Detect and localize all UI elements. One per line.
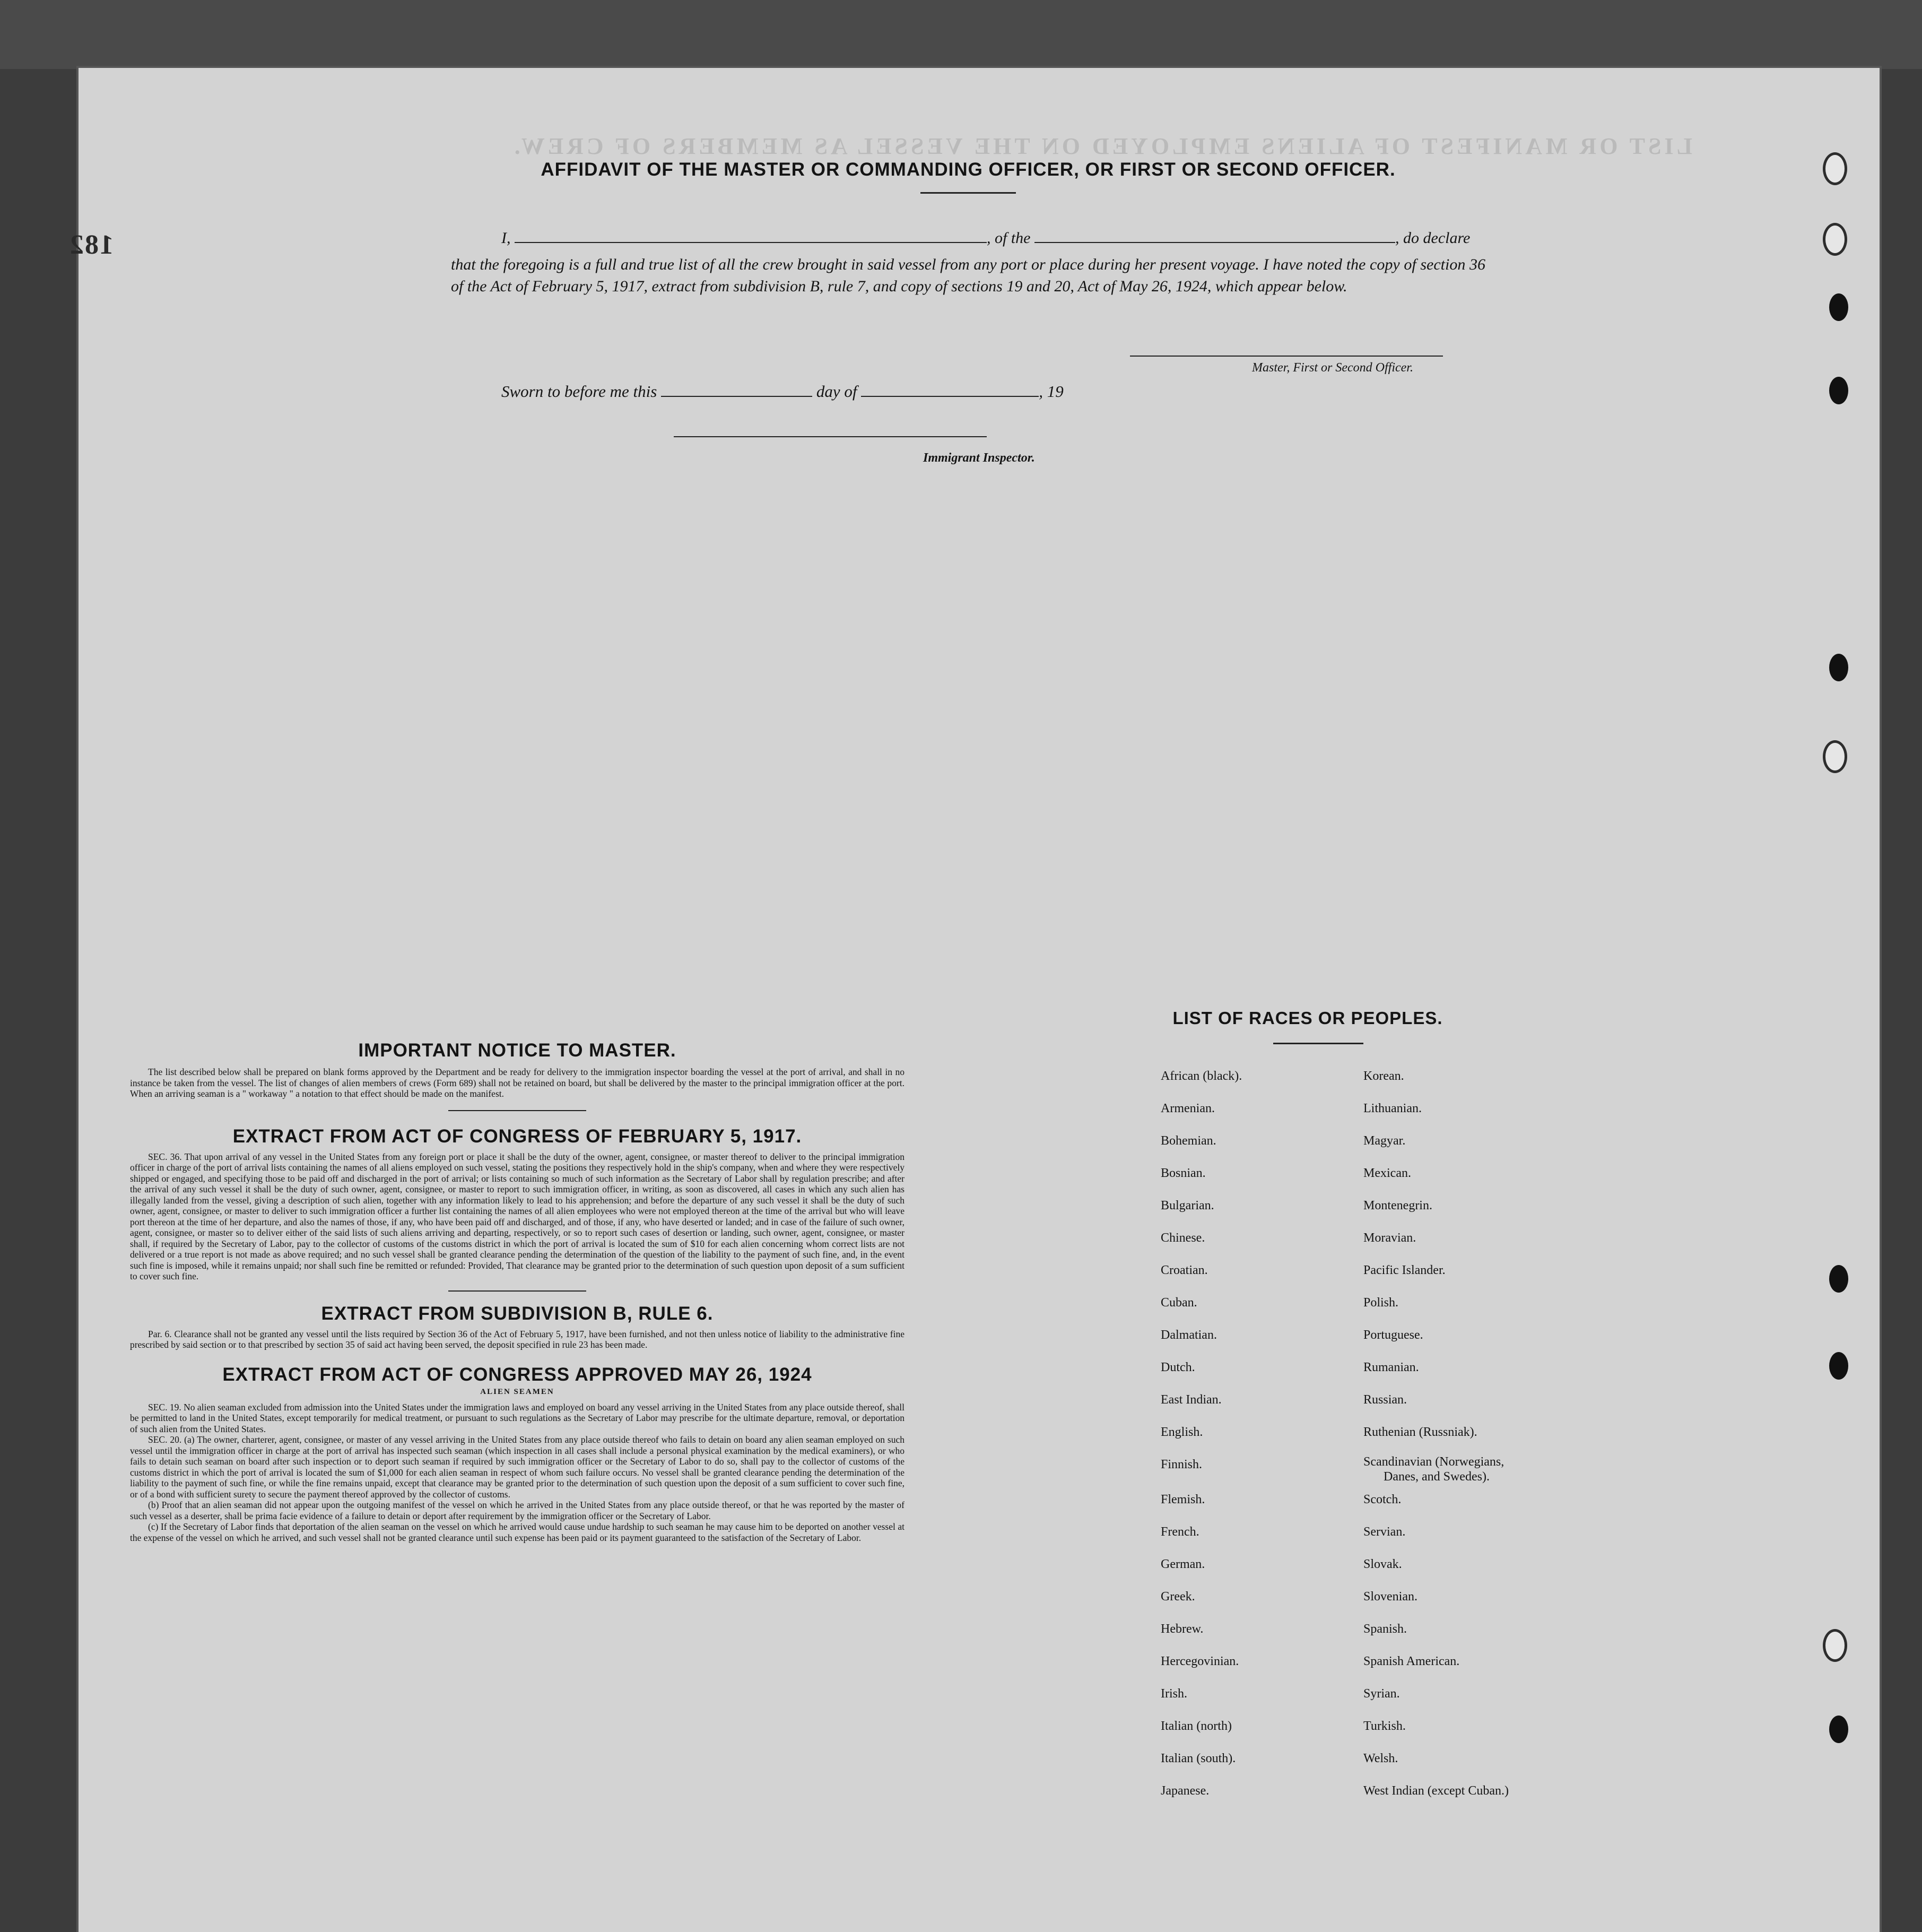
section-divider <box>448 1110 586 1111</box>
affidavit-body: that the foregoing is a full and true list of all the crew brought in said vessel from any port or place during her present voyage. I have noted the copy of section 36 of the Act of February 5, 1917, extract from subdivision B, rule 7, and copy of sections 19 and 20, Act of May 26, 1924, which appear below. <box>451 256 1485 295</box>
race-item: Armenian. <box>1161 1102 1215 1115</box>
race-item: East Indian. <box>1161 1393 1222 1407</box>
race-item: Chinese. <box>1161 1231 1205 1245</box>
race-item: Bosnian. <box>1161 1166 1206 1180</box>
race-item: English. <box>1161 1425 1203 1439</box>
race-item: Magyar. <box>1363 1134 1406 1148</box>
race-item: West Indian (except Cuban.) <box>1363 1784 1509 1798</box>
race-item: Bohemian. <box>1161 1134 1216 1148</box>
race-item: Spanish American. <box>1363 1654 1460 1668</box>
race-item: Hebrew. <box>1161 1622 1204 1636</box>
sworn-prefix: Sworn to before me this <box>501 382 657 401</box>
sworn-day-of-label: day of <box>816 382 857 401</box>
race-item: Slovak. <box>1363 1557 1402 1571</box>
notice-text: The list described below shall be prepared on blank forms approved by the Department and be ready for delivery to the immigration inspector boarding the vessel at the port of arrival, and shall in no instance be taken from the vessel. The list of changes of alien members of crews (Form 689) shall not be retained on board, but shall be delivered by the master to the principal immigration officer at the port. When an arriving seaman is a " workaway " a notation to that effect should be made on the manifest. <box>130 1067 905 1099</box>
officer-signature-label: Master, First or Second Officer. <box>1252 361 1413 375</box>
race-item: Irish. <box>1161 1687 1187 1701</box>
race-item: Scandinavian (Norwegians, <box>1363 1455 1504 1469</box>
document-number: 182 <box>69 230 114 260</box>
race-item: Ruthenian (Russniak). <box>1363 1425 1477 1439</box>
race-item: Syrian. <box>1363 1687 1400 1701</box>
race-item: French. <box>1161 1525 1199 1539</box>
race-item: Flemish. <box>1161 1493 1205 1506</box>
race-item: Slovenian. <box>1363 1590 1417 1604</box>
race-item: Korean. <box>1363 1069 1404 1083</box>
race-item: Italian (north) <box>1161 1719 1232 1733</box>
race-item: Pacific Islander. <box>1363 1263 1446 1277</box>
sworn-month-field[interactable] <box>861 382 1039 397</box>
binder-hole-icon <box>1829 293 1848 321</box>
race-item: Dalmatian. <box>1161 1328 1217 1342</box>
race-item: Croatian. <box>1161 1263 1208 1277</box>
notice-title: IMPORTANT NOTICE TO MASTER. <box>358 1040 676 1061</box>
race-item: Hercegovinian. <box>1161 1654 1239 1668</box>
race-item: Japanese. <box>1161 1784 1210 1798</box>
sworn-day-field[interactable] <box>661 382 812 397</box>
binder-hole-icon <box>1829 1265 1848 1293</box>
inspector-signature-field[interactable] <box>674 436 987 437</box>
binder-hole-icon <box>1823 223 1847 256</box>
binder-hole-icon <box>1823 740 1847 773</box>
sworn-year-label: , 19 <box>1039 382 1064 401</box>
races-title-rule <box>1273 1043 1363 1044</box>
race-item: Mexican. <box>1363 1166 1411 1180</box>
section-divider <box>448 1290 586 1292</box>
race-item: Italian (south). <box>1161 1752 1236 1765</box>
affidavit-do-declare-label: , do declare <box>1395 229 1471 247</box>
race-item: Dutch. <box>1161 1361 1195 1374</box>
races-title: LIST OF RACES OR PEOPLES. <box>1172 1008 1443 1028</box>
race-item: Lithuanian. <box>1363 1102 1422 1115</box>
extract-1924-title: EXTRACT FROM ACT OF CONGRESS APPROVED MAY 26, 1924 <box>222 1364 812 1385</box>
vessel-name-field[interactable] <box>1034 228 1395 243</box>
affidavit-i-label: I, <box>501 229 511 247</box>
race-item: Turkish. <box>1363 1719 1406 1733</box>
race-item: Polish. <box>1363 1296 1399 1310</box>
race-item: Cuban. <box>1161 1296 1197 1310</box>
extract-1924-subtitle: ALIEN SEAMEN <box>480 1387 554 1396</box>
affidavit-of-the-label: , of the <box>987 229 1031 247</box>
extract-1924-sec20a: SEC. 20. (a) The owner, charterer, agent, consignee, or master of any vessel arriving in the United States from any place outside thereof who fails to detain on board any alien seaman employed on such vessel until the immigration officer in charge at the port of arrival has inspected such seaman (which inspection in all cases shall include a personal physical examination by the medical examiners), or who fails to detain such seaman on board after such inspection or to deport such seaman if required by such immigration officer or the Secretary of Labor to do so, shall pay to the collector of customs of the customs district in which the port of arrival is located the sum of $1,000 for each alien seaman in respect of whom such failure occurs. No vessel shall be granted clearance pending the determination of the liability to the payment of such fine, or while the fine remains unpaid, except that clearance may be granted prior to the determination of such question upon the deposit of a sum sufficient to cover such fine, or of a bond with sufficient surety to secure the payment thereof approved by the collector of customs. <box>130 1434 905 1500</box>
race-item: Portuguese. <box>1363 1328 1423 1342</box>
race-item: Welsh. <box>1363 1752 1398 1765</box>
extract-1924-sec20b: (b) Proof that an alien seaman did not appear upon the outgoing manifest of the vessel on which he arrived in the United States from any place outside thereof, or that he was reported by the master of such vessel as a deserter, shall be prima facie evidence of a failure to detain or deport after requirement by the immigration officer or the Secretary of Labor. <box>130 1500 905 1521</box>
affidavit-title: AFFIDAVIT OF THE MASTER OR COMMANDING OFFICER, OR FIRST OR SECOND OFFICER. <box>541 159 1396 180</box>
affidavit-declaration-line <box>501 228 1470 247</box>
officer-signature-field[interactable] <box>1130 356 1443 357</box>
bleed-through-header: LIST OR MANIFEST OF ALIENS EMPLOYED ON THE VESSEL AS MEMBERS OF CREW. <box>511 133 1692 159</box>
binder-hole-icon <box>1829 1352 1848 1380</box>
extract-1917-title: EXTRACT FROM ACT OF CONGRESS OF FEBRUARY 5, 1917. <box>232 1125 802 1147</box>
extract-rule6-text: Par. 6. Clearance shall not be granted any vessel until the lists required by Section 36 of the Act of February 5, 1917, have been furnished, and not then unless notice of liability to the administrative fine prescribed by said section or to that prescribed by section 35 of said act having been served, the deposit specified in rule 23 has been made. <box>130 1328 905 1350</box>
race-item: Bulgarian. <box>1161 1199 1214 1212</box>
race-item: Danes, and Swedes). <box>1384 1470 1490 1484</box>
race-item: Russian. <box>1363 1393 1407 1407</box>
race-item: Spanish. <box>1363 1622 1407 1636</box>
race-item: German. <box>1161 1557 1205 1571</box>
extract-rule6-title: EXTRACT FROM SUBDIVISION B, RULE 6. <box>321 1303 714 1324</box>
race-item: Greek. <box>1161 1590 1195 1604</box>
race-item: Servian. <box>1363 1525 1406 1539</box>
race-item: Finnish. <box>1161 1458 1203 1471</box>
race-item: Montenegrin. <box>1363 1199 1432 1212</box>
inspector-signature-label: Immigrant Inspector. <box>923 451 1035 465</box>
binder-hole-icon <box>1829 377 1848 404</box>
race-item: Rumanian. <box>1363 1361 1419 1374</box>
extract-1917-text: SEC. 36. That upon arrival of any vessel in the United States from any foreign port or place it shall be the duty of the owner, agent, consignee, or master thereof to deliver to the principal immigration officer in charge of the port of arrival lists containing the names of all aliens employed on such vessel, stating the positions they respectively hold in the ship's company, when and where they were respectively shipped or engaged, and specifying those to be paid off and discharged in the port of arrival; or lists containing so much of such information as the Secretary of Labor shall by regulation prescribe; and after the arrival of any such vessel it shall be the duty of such owner, agent, consignee, or master to report to such immigration officer, in writing, as soon as discovered, all cases in which any such alien has illegally landed from the vessel, giving a description of such alien, together with any information likely to lead to his apprehension; and before the departure of any such vessel it shall be the duty of such owner, agent, consignee, or master to deliver to such immigration officer a further list containing the names of all alien employees who were not employed thereon at the time of the arrival but who will leave port thereon at the time of her departure, and also the names of those, if any, who have been paid off and discharged, and of those, if any, who have deserted or landed; and in case of the failure of such owner, agent, consignee, or master so to deliver either of the said lists of such aliens arriving and departing, respectively, or so to report such cases of desertion or landing, such owner, agent, consignee, or master shall, if required by the Secretary of Labor, pay to the collector of customs of the customs district in which the port of arrival is located the sum of $10 for each alien concerning whom correct lists are not delivered or a true report is not made as above required; and no such vessel shall be granted clearance pending the determination of the question of the liability to the payment of such fine, and, in the event such fine is imposed, while it remains unpaid; nor shall such fine be remitted or refunded: Provided, That clearance may be granted prior to the determination of such question upon deposit of a sum sufficient to cover such fine. <box>130 1151 905 1281</box>
binder-hole-icon <box>1829 654 1848 681</box>
notices-column <box>130 1040 905 1543</box>
scanner-top-edge <box>0 0 1922 69</box>
officer-name-field[interactable] <box>515 228 987 243</box>
race-item: African (black). <box>1161 1069 1242 1083</box>
binder-hole-icon <box>1823 152 1847 185</box>
race-item: Scotch. <box>1363 1493 1402 1506</box>
paper-sheet <box>79 68 1880 1932</box>
race-item: Moravian. <box>1363 1231 1416 1245</box>
binder-hole-icon <box>1829 1716 1848 1743</box>
extract-1924-sec19: SEC. 19. No alien seaman excluded from admission into the United States under the immigration laws and employed on board any vessel arriving in the United States from any place outside thereof, shall be permitted to land in the United States, except temporarily for medical treatment, or pursuant to such regulations as the Secretary of Labor may prescribe for the ultimate departure, removal, or deportation of such alien from the United States. <box>130 1401 905 1434</box>
affidavit-title-rule <box>920 192 1016 194</box>
binder-hole-icon <box>1823 1629 1847 1662</box>
sworn-line <box>501 382 1064 401</box>
extract-1924-sec20c: (c) If the Secretary of Labor finds that deportation of the alien seaman on the vessel on which he arrived would cause undue hardship to such seaman he may cause him to be deported on another vessel at the expense of the vessel on which he arrived, and such vessel shall not be granted clearance until such expense has been paid or its payment guaranteed to the satisfaction of the Secretary of Labor. <box>130 1521 905 1543</box>
